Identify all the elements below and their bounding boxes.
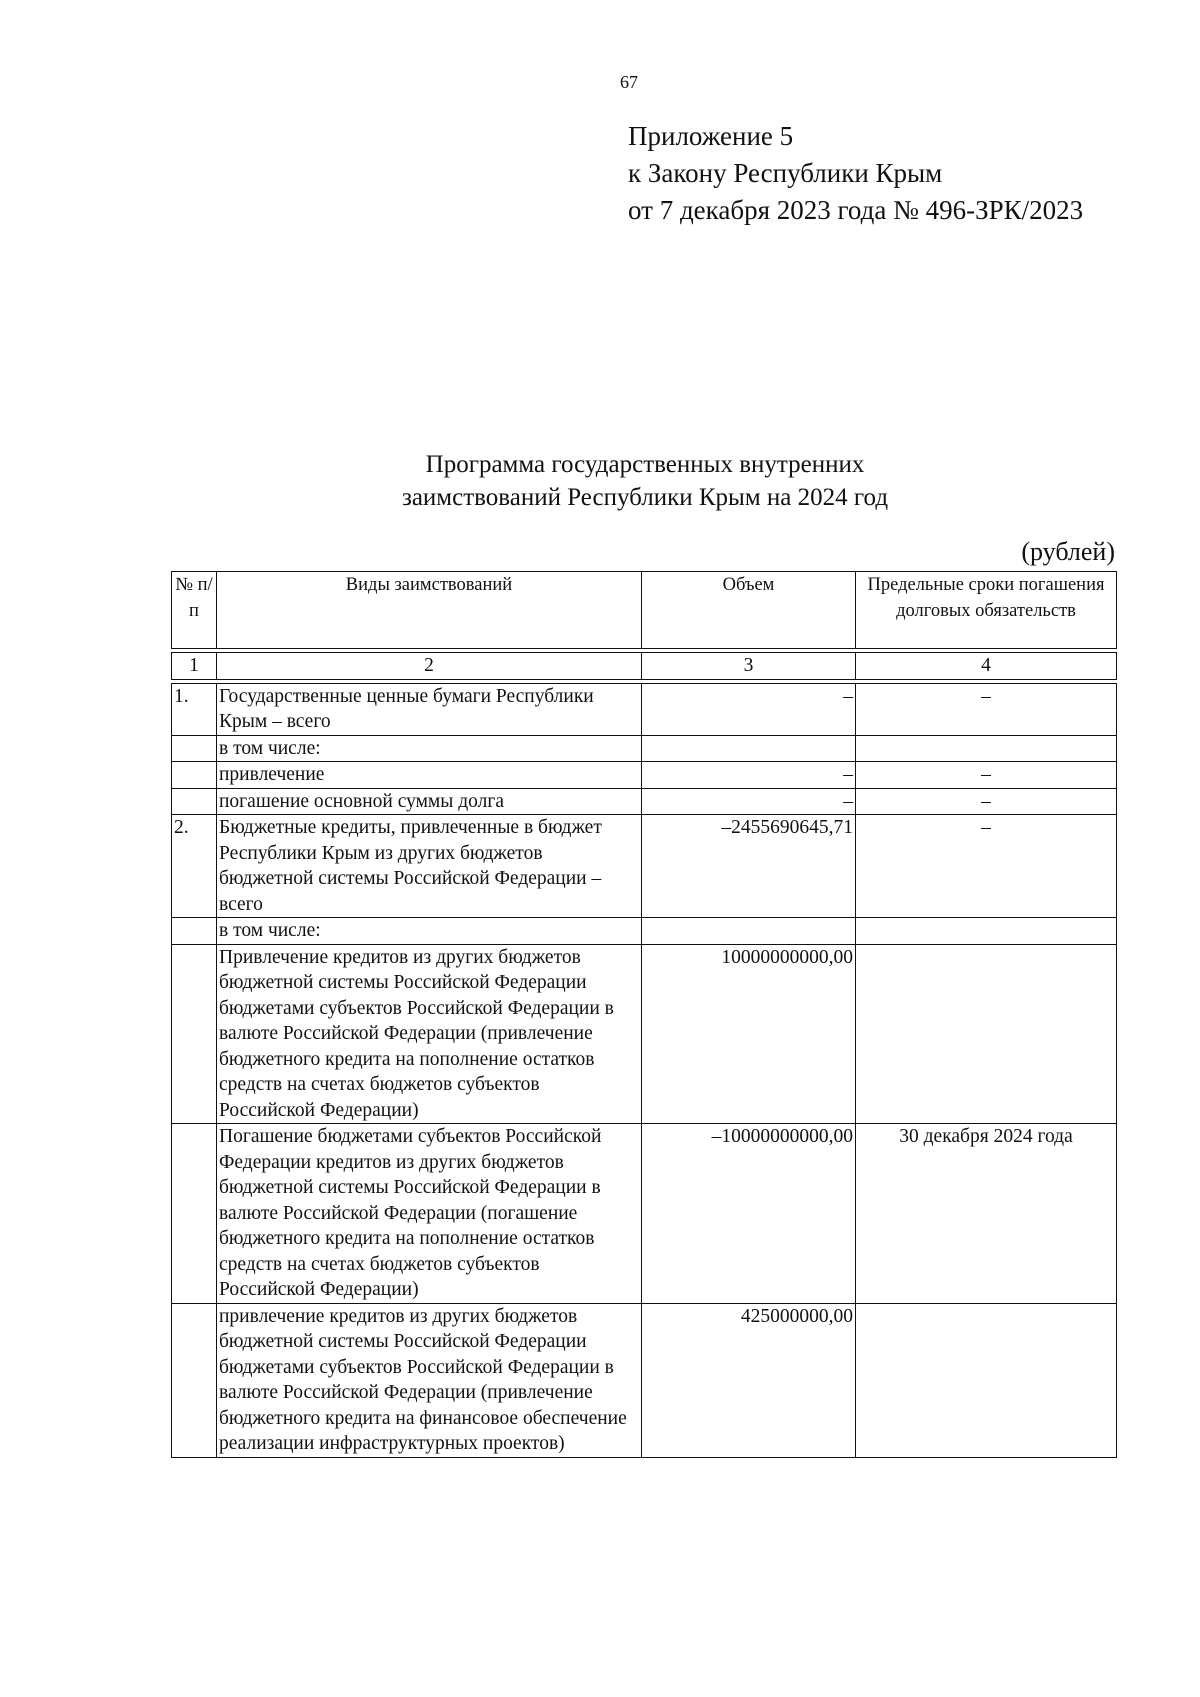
table-row	[172, 788, 1117, 815]
row-repayment-term: –	[856, 683, 1117, 735]
row-number	[172, 1303, 217, 1457]
row-borrowing-type: привлечение	[217, 762, 642, 789]
row-volume	[642, 918, 856, 945]
column-number: 4	[856, 653, 1117, 680]
row-borrowing-type: Государственные ценные бумаги Республики Крым – всего	[217, 683, 642, 735]
header-num: № п/п	[172, 572, 217, 649]
row-volume	[642, 735, 856, 762]
table-row	[172, 944, 1117, 1124]
table-row	[172, 735, 1117, 762]
row-number	[172, 788, 217, 815]
appendix-line-3: от 7 декабря 2023 года № 496-ЗРК/2023	[628, 195, 1084, 225]
row-borrowing-type: Привлечение кредитов из других бюджетов бюджетной системы Российской Федерации бюджетами субъектов Российской Федерации в валюте Российской Федерации (привлечение бюджетного кредита на пополнение остатков средств на счетах бюджетов субъектов Российской Федерации)	[217, 944, 642, 1124]
title-line-2: заимствований Республики Крым на 2024 год	[401, 484, 889, 511]
title-line-1: Программа государственных внутренних	[425, 451, 865, 478]
appendix-line-1: Приложение 5	[628, 121, 794, 151]
borrowings-table	[171, 571, 1117, 1458]
row-borrowing-type: погашение основной суммы долга	[217, 788, 642, 815]
header-term: Предельные сроки погашения долговых обязательств	[856, 572, 1117, 649]
column-number: 3	[642, 653, 856, 680]
row-volume: –2455690645,71	[642, 815, 856, 918]
column-numbers-row	[172, 653, 1117, 680]
row-repayment-term: –	[856, 788, 1117, 815]
units-label: (рублей)	[1021, 537, 1115, 566]
row-number	[172, 735, 217, 762]
row-repayment-term	[856, 735, 1117, 762]
document-title	[0, 448, 1200, 514]
header-volume: Объем	[642, 572, 856, 649]
table-row	[172, 683, 1117, 735]
row-number: 1.	[172, 683, 217, 735]
row-borrowing-type: Бюджетные кредиты, привлеченные в бюджет Республики Крым из других бюджетов бюджетной системы Российской Федерации – всего	[217, 815, 642, 918]
table-header-row	[172, 572, 1117, 649]
row-borrowing-type: в том числе:	[217, 735, 642, 762]
table-row	[172, 1124, 1117, 1304]
row-borrowing-type: привлечение кредитов из других бюджетов бюджетной системы Российской Федерации бюджетами субъектов Российской Федерации в валюте Российской Федерации (привлечение бюджетного кредита на финансовое обеспечение реализации инфраструктурных проектов)	[217, 1303, 642, 1457]
row-volume: –	[642, 762, 856, 789]
table-row	[172, 918, 1117, 945]
row-repayment-term: –	[856, 762, 1117, 789]
column-number: 2	[217, 653, 642, 680]
row-repayment-term	[856, 918, 1117, 945]
row-repayment-term	[856, 1303, 1117, 1457]
row-number: 2.	[172, 815, 217, 918]
column-number: 1	[172, 653, 217, 680]
header-type: Виды заимствований	[217, 572, 642, 649]
row-volume: 425000000,00	[642, 1303, 856, 1457]
row-number	[172, 944, 217, 1124]
row-number	[172, 762, 217, 789]
appendix-reference	[628, 118, 1083, 229]
table-row	[172, 762, 1117, 789]
row-repayment-term	[856, 944, 1117, 1124]
page-number: 67	[620, 72, 638, 92]
row-repayment-term: –	[856, 815, 1117, 918]
row-volume: 10000000000,00	[642, 944, 856, 1124]
row-borrowing-type: в том числе:	[217, 918, 642, 945]
table-row	[172, 815, 1117, 918]
table-row	[172, 1303, 1117, 1457]
row-borrowing-type: Погашение бюджетами субъектов Российской Федерации кредитов из других бюджетов бюджетной системы Российской Федерации в валюте Российской Федерации (погашение бюджетного кредита на пополнение остатков средств на счетах бюджетов субъектов Российской Федерации)	[217, 1124, 642, 1304]
appendix-line-2: к Закону Республики Крым	[628, 158, 943, 188]
row-number	[172, 1124, 217, 1304]
row-number	[172, 918, 217, 945]
row-volume: –	[642, 683, 856, 735]
row-volume: –	[642, 788, 856, 815]
row-volume: –10000000000,00	[642, 1124, 856, 1304]
row-repayment-term: 30 декабря 2024 года	[856, 1124, 1117, 1304]
